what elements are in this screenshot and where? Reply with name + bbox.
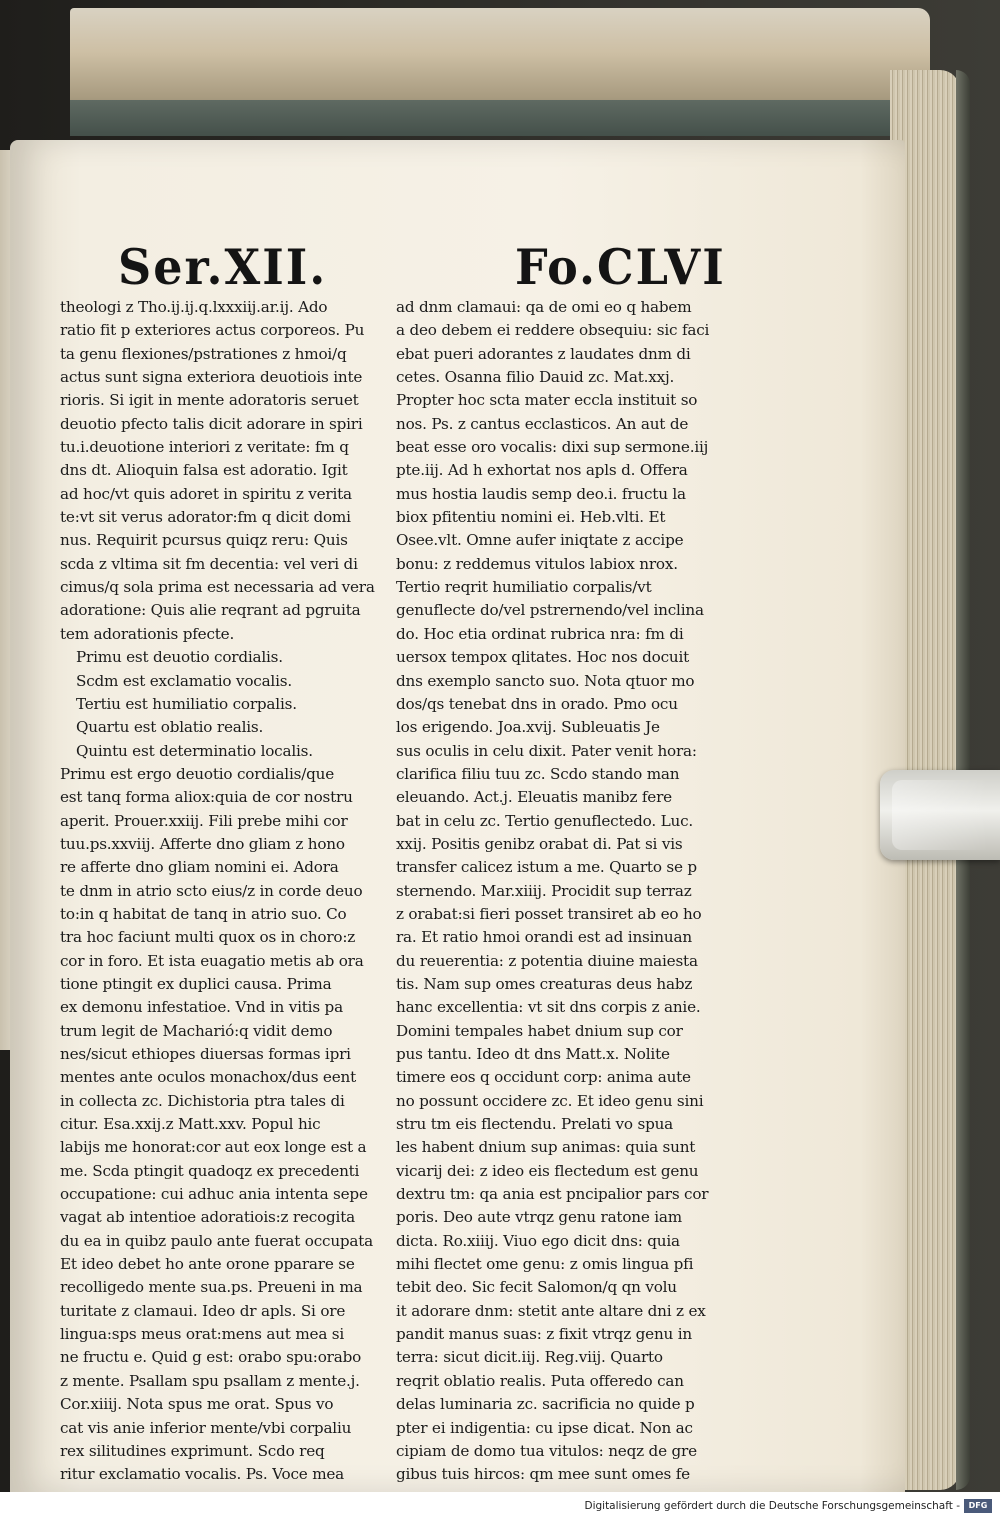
text-line: nos. Ps. z cantus ecclasticos. An aut de [396, 414, 689, 433]
text-line: clarifica filiu tuu zc. Scdo stando man [396, 764, 680, 783]
text-line: uersox tempox qlitates. Hoc nos docuit [396, 648, 690, 667]
text-line: Et ideo debet ho ante orone pparare se [60, 1255, 355, 1274]
text-line: turitate z clamaui. Ideo dr apls. Si ore [60, 1301, 346, 1320]
text-line: eleuando. Act.j. Eleuatis manibz fere [396, 788, 672, 807]
text-line: poris. Deo aute vtrqz genu ratone iam [396, 1208, 682, 1227]
text-line: no possunt occidere zc. Et ideo genu sini [396, 1091, 704, 1110]
page-marker-tab [880, 770, 1000, 860]
text-line: ne fructu e. Quid g est: orabo spu:orabo [60, 1348, 362, 1367]
text-line: trum legit de Macharió:q vidit demo [60, 1021, 333, 1040]
text-line: Primu est deuotio cordialis. [76, 648, 283, 667]
text-line: terra: sicut dicit.iij. Reg.viij. Quarto [396, 1348, 663, 1367]
text-line: dns exemplo sancto suo. Nota qtuor mo [396, 671, 695, 690]
text-line: biox pfitentiu nomini ei. Heb.vlti. Et [396, 508, 666, 527]
text-line: Osee.vlt. Omne aufer iniqtate z accipe [396, 531, 684, 550]
text-line: cimus/q sola prima est necessaria ad vera [60, 578, 375, 597]
text-line: delas luminaria zc. sacrificia no quide p [396, 1395, 695, 1414]
text-line: tis. Nam sup omes creaturas deus habz [396, 974, 693, 993]
text-line: actus sunt signa exteriora deuotiois inte [60, 368, 363, 387]
text-line: beat esse oro vocalis: dixi sup sermone.iij [396, 438, 709, 457]
text-line: tuu.ps.xxviij. Afferte dno gliam z hono [60, 834, 345, 853]
text-line: tione ptingit ex duplici causa. Prima [60, 974, 332, 993]
text-line: z mente. Psallam spu psallam z mente.j. [60, 1371, 360, 1390]
text-column-right [396, 296, 734, 1487]
text-line: pte.iij. Ad h exhortat nos apls d. Offera [396, 461, 688, 480]
text-line: z orabat:si fieri posset transiret ab eo ho [396, 904, 702, 923]
text-line: ebat pueri adorantes z laudates dnm di [396, 344, 691, 363]
text-line: Propter hoc scta mater eccla instituit so [396, 391, 698, 410]
text-line: cipiam de domo tua vitulos: neqz de gre [396, 1441, 697, 1460]
text-line: ritur exclamatio vocalis. Ps. Voce mea [60, 1465, 345, 1484]
text-line: cat vis anie inferior mente/vbi corpaliu [60, 1418, 352, 1437]
footer-bar [0, 1492, 1000, 1520]
text-line: recolligedo mente sua.ps. Preueni in ma [60, 1278, 363, 1297]
text-line: te:vt sit verus adorator:fm q dicit domi [60, 508, 351, 527]
text-line: du reuerentia: z potentia diuine maiesta [396, 951, 698, 970]
text-line: hanc excellentia: vt sit dns corpis z anie. [396, 998, 701, 1017]
funding-credit: Digitalisierung gefördert durch die Deutsche Forschungsgemeinschaft - [584, 1500, 960, 1512]
text-line: dicta. Ro.xiiij. Viuo ego dicit dns: quia [396, 1231, 680, 1250]
text-line: est tanq forma aliox:quia de cor nostru [60, 788, 353, 807]
text-line: adoratione: Quis alie reqrant ad pgruita [60, 601, 361, 620]
text-line: Quartu est oblatio realis. [76, 718, 264, 737]
text-line: Domini tempales habet dnium sup cor [396, 1021, 683, 1040]
text-line: tem adorationis pfecte. [60, 624, 235, 643]
book-top-edge [70, 8, 930, 136]
text-line: genuflecte do/vel pstrernendo/vel inclina [396, 601, 704, 620]
text-line: cetes. Osanna filio Dauid zc. Mat.xxj. [396, 368, 675, 387]
text-line: bonu: z reddemus vitulos labiox nrox. [396, 554, 678, 573]
text-line: xxij. Positis genibz orabat di. Pat si vis [396, 834, 683, 853]
text-line: sternendo. Mar.xiiij. Procidit sup terraz [396, 881, 692, 900]
text-line: vicarij dei: z ideo eis flectedum est genu [396, 1161, 699, 1180]
text-line: rex silitudines exprimunt. Scdo req [60, 1441, 325, 1460]
text-line: it adorare dnm: stetit ante altare dni z ex [396, 1301, 706, 1320]
text-line: aperit. Prouer.xxiij. Fili prebe mihi cor [60, 811, 348, 830]
text-line: labijs me honorat:cor aut eox longe est a [60, 1138, 367, 1157]
text-line: lingua:sps meus orat:mens aut mea si [60, 1325, 345, 1344]
text-line: dos/qs tenebat dns in orado. Pmo ocu [396, 694, 678, 713]
text-line: reqrit oblatio realis. Puta offeredo can [396, 1371, 684, 1390]
text-line: mentes ante oculos monachox/dus eent [60, 1068, 356, 1087]
text-line: Tertio reqrit humiliatio corpalis/vt [396, 578, 652, 597]
text-line: me. Scda ptingit quadoqz ex precedenti [60, 1161, 360, 1180]
text-line: scda z vltima sit fm decentia: vel veri di [60, 554, 358, 573]
text-line: nes/sicut ethiopes diuersas formas ipri [60, 1045, 351, 1063]
text-line: mihi flectet ome genu: z omis lingua pfi [396, 1255, 694, 1274]
text-line: rioris. Si igit in mente adoratoris seruet [60, 391, 359, 410]
text-line: stru tm eis flectendu. Prelati vo spua [396, 1115, 674, 1134]
text-line: pus tantu. Ideo dt dns Matt.x. Nolite [396, 1045, 670, 1063]
text-line: sus oculis in celu dixit. Pater venit hora: [396, 741, 697, 760]
text-line: gibus tuis hircos: qm mee sunt omes fe [396, 1465, 690, 1484]
dfg-logo: DFG [964, 1499, 992, 1513]
text-line: ad dnm clamaui: qa de omi eo q habem [396, 298, 692, 316]
text-line: tebit deo. Sic fecit Salomon/q qn volu [396, 1278, 677, 1297]
text-line: ratio fit p exteriores actus corporeos. Pu [60, 321, 365, 340]
text-line: tu.i.deuotione interiori z veritate: fm q [60, 438, 349, 457]
text-line: ra. Et ratio hmoi orandi est ad insinuan [396, 928, 692, 947]
text-line: bat in celu zc. Tertio genuflectedo. Luc. [396, 811, 694, 830]
text-line: theologi z Tho.ij.ij.q.lxxxiij.ar.ij. Ado [60, 298, 328, 316]
text-line: pter ei indigentia: cu ipse dicat. Non ac [396, 1418, 693, 1437]
text-line: pandit manus suas: z fixit vtrqz genu in [396, 1325, 692, 1344]
text-line: nus. Requirit pcursus quiqz reru: Quis [60, 531, 348, 550]
text-line: cor in foro. Et ista euagatio metis ab ora [60, 951, 364, 970]
text-line: les habent dnium sup animas: quia sunt [396, 1138, 696, 1157]
text-line: ex demonu infestatioe. Vnd in vitis pa [60, 998, 343, 1017]
text-line: vagat ab intentioe adoratiois:z recogita [60, 1208, 355, 1227]
text-line: Primu est ergo deuotio cordialis/que [60, 764, 335, 783]
text-line: te dnm in atrio scto eius/z in corde deuo [60, 881, 363, 900]
text-line: do. Hoc etia ordinat rubrica nra: fm di [396, 624, 684, 643]
text-line: timere eos q occidunt corp: anima aute [396, 1068, 691, 1087]
text-line: du ea in quibz paulo ante fuerat occupata [60, 1231, 374, 1250]
text-line: to:in q habitat de tanq in atrio suo. Co [60, 904, 347, 923]
text-line: Cor.xiiij. Nota spus me orat. Spus vo [60, 1395, 334, 1414]
text-line: dextru tm: qa ania est pncipalior pars cor [396, 1185, 709, 1204]
text-line: tra hoc faciunt multi quox os in choro:z [60, 928, 356, 947]
text-line: Scdm est exclamatio vocalis. [76, 671, 292, 690]
text-line: transfer calicez istum a me. Quarto se p [396, 858, 697, 877]
text-line: deuotio pfecto talis dicit adorare in spiri [60, 414, 363, 433]
text-line: citur. Esa.xxij.z Matt.xxv. Popul hic [60, 1115, 321, 1134]
text-line: dns dt. Alioquin falsa est adoratio. Igit [60, 461, 348, 480]
text-line: ad hoc/vt quis adoret in spiritu z verita [60, 484, 352, 503]
text-column-left [60, 296, 392, 1487]
text-line: Quintu est determinatio localis. [76, 741, 313, 760]
running-head-right: Fo.CLVI [515, 238, 726, 296]
text-line: re afferte dno gliam nomini ei. Adora [60, 858, 339, 877]
text-line: in collecta zc. Dichistoria ptra tales di [60, 1091, 345, 1110]
text-line: los erigendo. Joa.xvij. Subleuatis Je [396, 718, 660, 737]
text-line: ta genu flexiones/pstrationes z hmoi/q [60, 344, 347, 363]
text-line: a deo debem ei reddere obsequiu: sic faci [396, 321, 710, 340]
running-head-left: Ser.XII. [118, 238, 328, 296]
text-line: Tertiu est humiliatio corpalis. [76, 694, 297, 713]
text-line: occupatione: cui adhuc ania intenta sepe [60, 1185, 368, 1204]
text-line: mus hostia laudis semp deo.i. fructu la [396, 484, 686, 503]
